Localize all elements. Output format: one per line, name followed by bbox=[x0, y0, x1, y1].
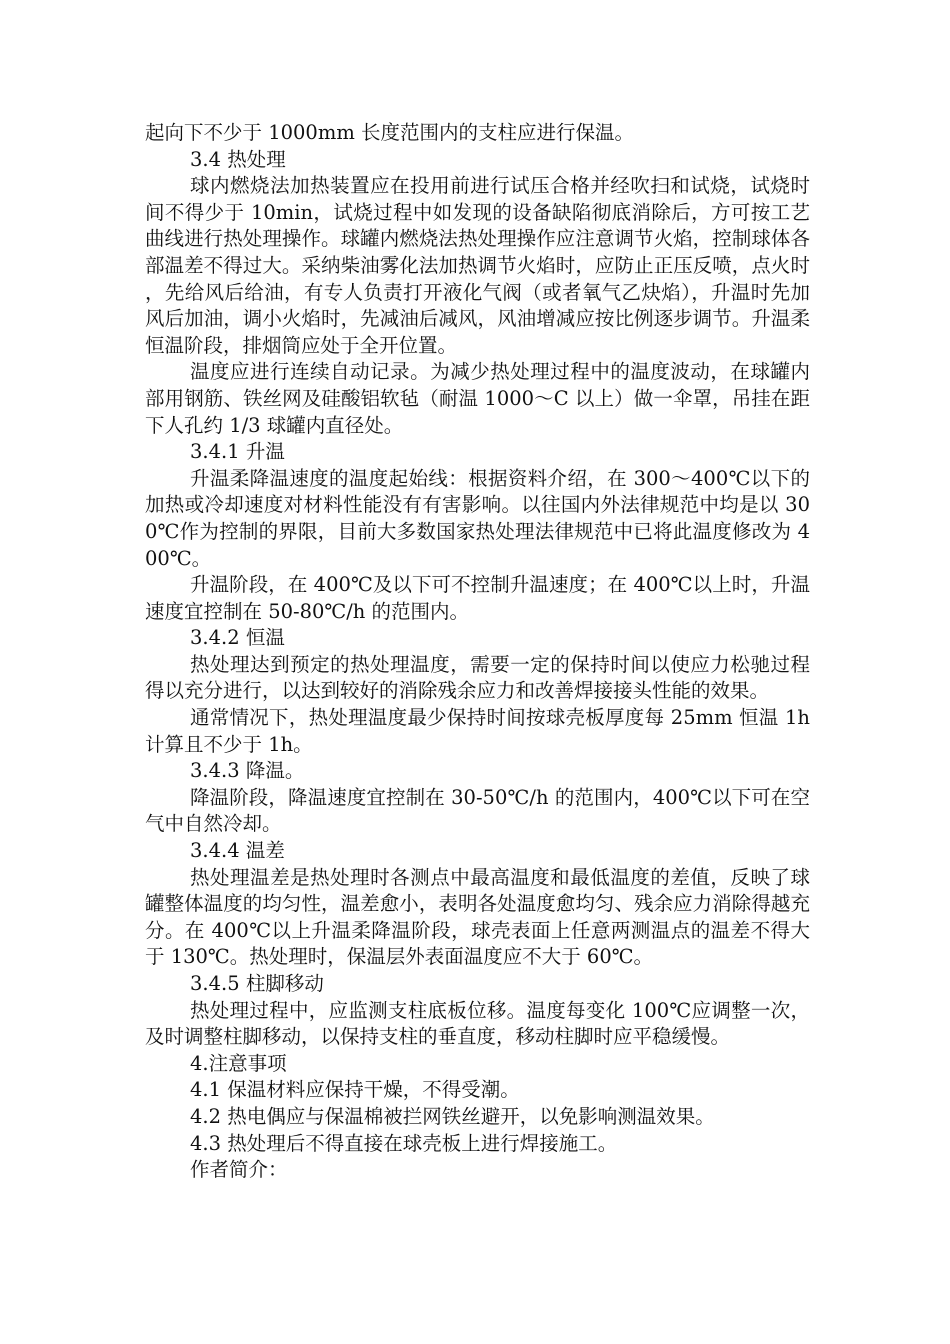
note-item-4-3: 4.3 热处理后不得直接在球壳板上进行焊接施工。 bbox=[190, 1131, 618, 1155]
note-item-4-1: 4.1 保温材料应保持干燥，不得受潮。 bbox=[190, 1078, 520, 1102]
paragraph-temperature-difference: 热处理温差是热处理时各测点中最高温度和最低温度的差值，反映了球罐整体温度的均匀性，温差愈小，表明各处温度愈均匀、残余应力消除得越充分。在 400℃以上升温柔降温阶段，球壳表面上任意两测温点的温差不得大于 130℃。热处理时，保温层外表面温度应不大于 60℃。 bbox=[145, 865, 810, 969]
section-heading-3-4-3: 3.4.3 降温。 bbox=[190, 759, 305, 783]
document-body bbox=[145, 120, 810, 1184]
paragraph-heating-rate: 升温阶段，在 400℃及以下可不控制升温速度；在 400℃以上时，升温速度宜控制在 50-80℃/h 的范围内。 bbox=[145, 573, 810, 623]
section-heading-3-4-4: 3.4.4 温差 bbox=[190, 839, 285, 863]
continuation-paragraph: 起向下不少于 1000mm 长度范围内的支柱应进行保温。 bbox=[145, 121, 635, 144]
paragraph-heating-device: 球内燃烧法加热装置应在投用前进行试压合格并经吹扫和试烧，试烧时间不得少于 10min，试烧过程中如发现的设备缺陷彻底消除后，方可按工艺曲线进行热处理操作。球罐内燃烧法热处理操作应注意调节火焰，控制球体各部温差不得过大。采纳柴油雾化法加热调节火焰时，应防止正压反喷，点火时，先给风后给油，有专人负责打开液化气阀（或者氧气乙炔焰），升温时先加风后加油，调小火焰时，先减油后减风，风油增减应按比例逐步调节。升温柔恒温阶段，排烟筒应处于全开位置。 bbox=[145, 174, 810, 357]
paragraph-holding-time-purpose: 热处理达到预定的热处理温度，需要一定的保持时间以使应力松驰过程得以充分进行，以达到较好的消除残余应力和改善焊接接头性能的效果。 bbox=[145, 652, 810, 703]
section-heading-3-4-1: 3.4.1 升温 bbox=[190, 440, 285, 464]
section-heading-3-4: 3.4 热处理 bbox=[190, 147, 286, 171]
note-item-4-2: 4.2 热电偶应与保温棉被拦网铁丝避开，以免影响测温效果。 bbox=[190, 1104, 715, 1128]
section-heading-4: 4.注意事项 bbox=[190, 1051, 287, 1075]
paragraph-holding-time-rule: 通常情况下，热处理温度最少保持时间按球壳板厚度每 25mm 恒温 1h 计算且不少于 1h。 bbox=[145, 706, 810, 756]
section-heading-3-4-5: 3.4.5 柱脚移动 bbox=[190, 972, 324, 995]
paragraph-column-foot-movement: 热处理过程中，应监测支柱底板位移。温度每变化 100℃应调整一次，及时调整柱脚移动，以保持支柱的垂直度，移动柱脚时应平稳缓慢。 bbox=[145, 998, 810, 1049]
paragraph-cooling-rate: 降温阶段，降温速度宜控制在 30-50℃/h 的范围内，400℃以下可在空气中自然冷却。 bbox=[145, 785, 810, 836]
paragraph-start-temperature: 升温柔降温速度的温度起始线：根据资料介绍，在 300～400℃以下的加热或冷却速度对材料性能没有有害影响。以往国内外法律规范中均是以 300℃作为控制的界限，目前大多数国家热处理法律规范中已将此温度修改为 400℃。 bbox=[145, 466, 810, 570]
section-heading-3-4-2: 3.4.2 恒温 bbox=[190, 626, 285, 650]
paragraph-temperature-record: 温度应进行连续自动记录。为减少热处理过程中的温度波动，在球罐内部用钢筋、铁丝网及硅酸铝软毡（耐温 1000～C 以上）做一伞罩，吊挂在距下人孔约 1/3 球罐内直径处。 bbox=[145, 360, 810, 437]
author-intro-heading: 作者简介： bbox=[190, 1158, 288, 1182]
